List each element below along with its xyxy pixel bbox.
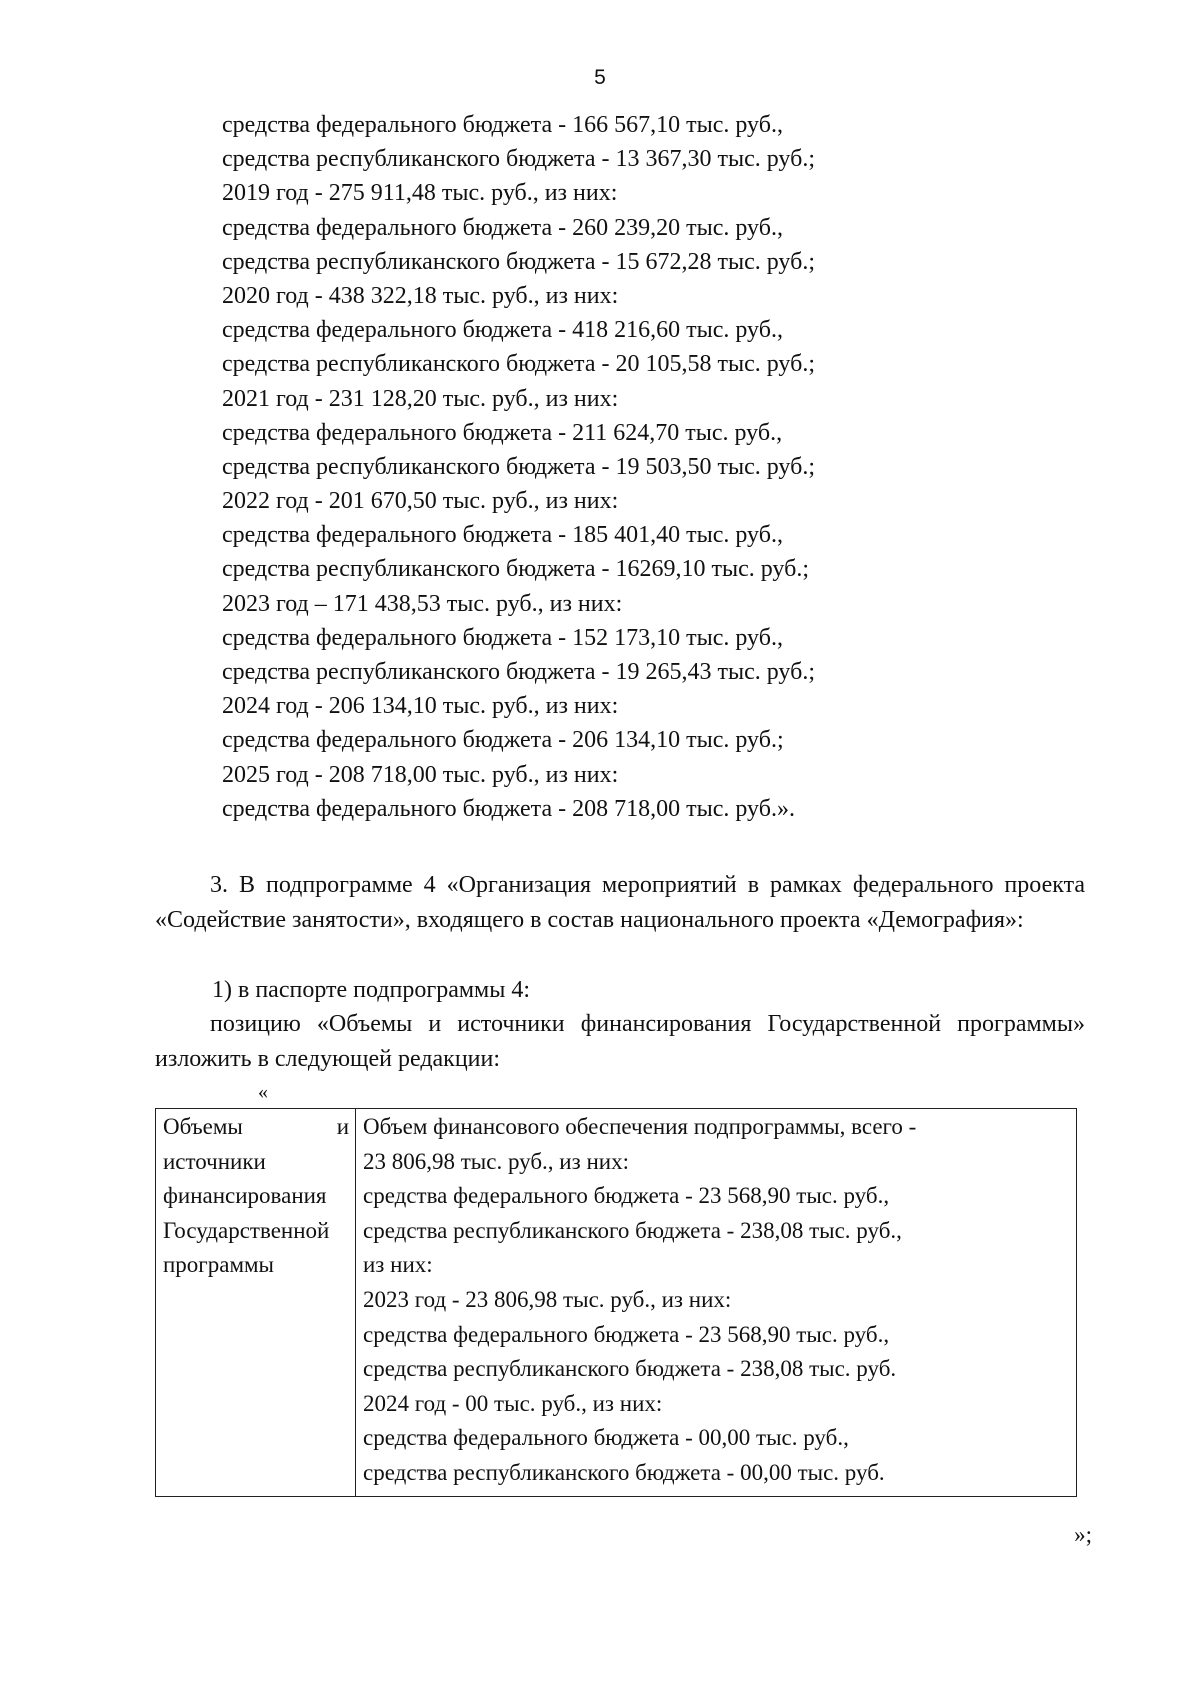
budget-line: 2019 год - 275 911,48 тыс. руб., из них: bbox=[222, 180, 618, 207]
value-line: из них: bbox=[363, 1252, 433, 1278]
label-line: финансирования bbox=[163, 1183, 327, 1209]
budget-line: средства федерального бюджета - 208 718,00 тыс. руб.». bbox=[222, 795, 795, 822]
value-line: средства республиканского бюджета - 00,00 тыс. руб. bbox=[363, 1459, 885, 1485]
label-line: программы bbox=[163, 1252, 275, 1278]
budget-line: 2022 год - 201 670,50 тыс. руб., из них: bbox=[222, 488, 619, 515]
budget-line: средства республиканского бюджета - 15 672,28 тыс. руб.; bbox=[222, 248, 815, 275]
label-word: Объемы bbox=[163, 1114, 243, 1139]
label-line bbox=[163, 1110, 349, 1145]
budget-line: 2024 год - 206 134,10 тыс. руб., из них: bbox=[222, 693, 619, 720]
budget-line: 2021 год - 231 128,20 тыс. руб., из них: bbox=[222, 385, 619, 412]
open-quote: « bbox=[258, 1081, 268, 1103]
position-paragraph: позицию «Объемы и источники финансирования Государственной программы» изложить в следующей редакции: bbox=[155, 1011, 1085, 1072]
paragraph-3: 3. В подпрограмме 4 «Организация мероприятий в рамках федерального проекта «Содействие занятости», входящего в состав национального проекта «Демография»: bbox=[155, 872, 1085, 933]
table-label-cell bbox=[156, 1109, 356, 1497]
page-number: 5 bbox=[594, 66, 606, 89]
value-line: 2024 год - 00 тыс. руб., из них: bbox=[363, 1390, 663, 1416]
value-line: средства федерального бюджета - 23 568,90 тыс. руб., bbox=[363, 1321, 890, 1347]
budget-line: средства республиканского бюджета - 13 367,30 тыс. руб.; bbox=[222, 146, 815, 173]
value-line: средства федерального бюджета - 00,00 тыс. руб., bbox=[363, 1425, 849, 1451]
budget-line: средства федерального бюджета - 185 401,40 тыс. руб., bbox=[222, 522, 783, 549]
value-line: средства республиканского бюджета - 238,08 тыс. руб. bbox=[363, 1356, 897, 1382]
budget-line: 2020 год - 438 322,18 тыс. руб., из них: bbox=[222, 282, 619, 309]
table-value-cell bbox=[356, 1109, 1077, 1497]
budget-line: средства республиканского бюджета - 16269,10 тыс. руб.; bbox=[222, 556, 809, 583]
budget-line: средства федерального бюджета - 211 624,70 тыс. руб., bbox=[222, 419, 783, 446]
label-conjunction: и bbox=[336, 1114, 349, 1139]
budget-line: средства республиканского бюджета - 19 503,50 тыс. руб.; bbox=[222, 453, 815, 480]
table-row bbox=[156, 1109, 1077, 1497]
financing-table bbox=[155, 1108, 1077, 1497]
close-quote: »; bbox=[1074, 1522, 1092, 1547]
value-line: 23 806,98 тыс. руб., из них: bbox=[363, 1148, 629, 1174]
value-line: средства республиканского бюджета - 238,08 тыс. руб., bbox=[363, 1217, 902, 1243]
budget-line: средства федерального бюджета - 166 567,10 тыс. руб., bbox=[222, 112, 783, 138]
budget-line: средства федерального бюджета - 206 134,10 тыс. руб.; bbox=[222, 727, 784, 754]
value-line: 2023 год - 23 806,98 тыс. руб., из них: bbox=[363, 1286, 732, 1312]
budget-line: средства республиканского бюджета - 19 265,43 тыс. руб.; bbox=[222, 659, 815, 685]
budget-allocation-list bbox=[222, 108, 815, 826]
label-line: Государственной bbox=[163, 1217, 330, 1243]
budget-line: 2025 год - 208 718,00 тыс. руб., из них: bbox=[222, 761, 619, 788]
value-line: Объем финансового обеспечения подпрограммы, всего - bbox=[363, 1114, 917, 1139]
budget-line: 2023 год – 171 438,53 тыс. руб., из них: bbox=[222, 590, 623, 617]
value-line: средства федерального бюджета - 23 568,90 тыс. руб., bbox=[363, 1183, 890, 1209]
label-line: источники bbox=[163, 1148, 266, 1174]
budget-line: средства федерального бюджета - 418 216,60 тыс. руб., bbox=[222, 317, 783, 344]
item-1: 1) в паспорте подпрограммы 4: bbox=[212, 977, 531, 1003]
budget-line: средства федерального бюджета - 260 239,20 тыс. руб., bbox=[222, 214, 783, 241]
budget-line: средства республиканского бюджета - 20 105,58 тыс. руб.; bbox=[222, 351, 815, 378]
budget-line: средства федерального бюджета - 152 173,10 тыс. руб., bbox=[222, 624, 783, 651]
